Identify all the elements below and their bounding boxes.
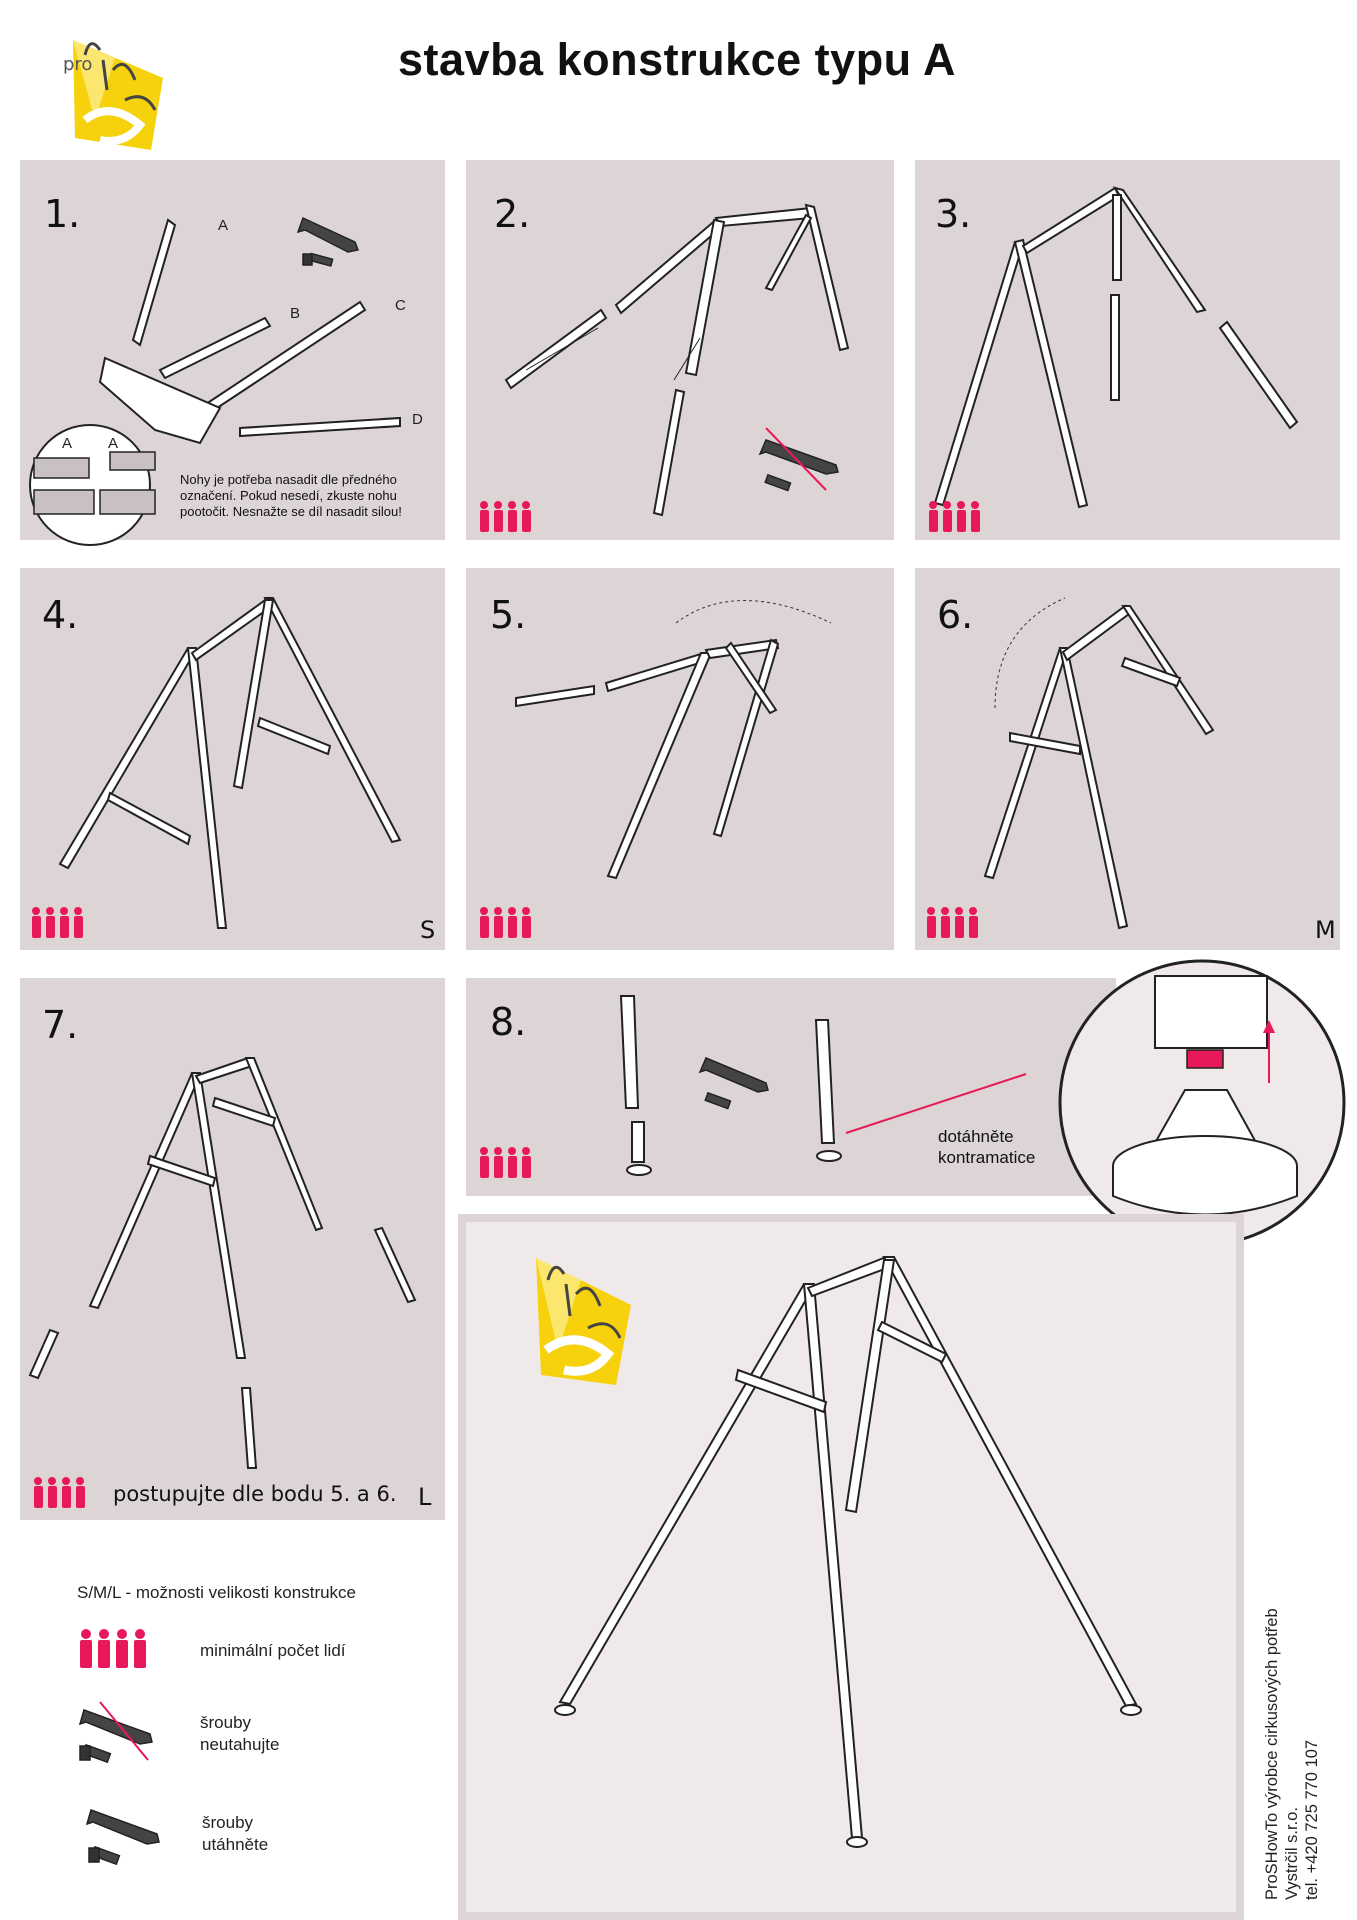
locknut-callout: dotáhněte kontramatice [938, 1127, 1036, 1167]
people-icon [925, 906, 985, 940]
step-5-panel [466, 568, 894, 950]
logo-icon [55, 30, 180, 155]
people-icon [30, 906, 90, 940]
locknut-detail-icon [1057, 958, 1347, 1248]
step-number: 5. [490, 593, 527, 637]
size-label: M [1315, 916, 1336, 944]
step-3-diagram [915, 160, 1340, 540]
people-icon [78, 1628, 154, 1670]
step-4-diagram [20, 568, 445, 950]
logo-icon [516, 1250, 646, 1390]
legend-people-text: minimální počet lidí [200, 1641, 346, 1660]
people-icon [927, 500, 987, 534]
step-7-diagram [20, 978, 445, 1520]
part-label-d: D [412, 411, 423, 428]
step-number: 3. [935, 192, 972, 236]
step-7-instruction: postupujte dle bodu 5. a 6. [113, 1482, 397, 1506]
step-1-panel [20, 160, 445, 540]
part-label-c: C [395, 297, 406, 314]
people-icon [32, 1476, 92, 1510]
legend-tighten-text: šrouby utáhněte [202, 1813, 269, 1854]
step-2-panel [466, 160, 894, 540]
size-label: L [418, 1483, 432, 1511]
step-number: 4. [42, 593, 79, 637]
step-3-panel [915, 160, 1340, 540]
part-label-a: A [218, 217, 229, 234]
step-number: 6. [937, 593, 974, 637]
people-icon [478, 1146, 538, 1180]
step-4-panel [20, 568, 445, 950]
detail-label-a1: A [62, 435, 73, 452]
step-number: 2. [494, 192, 531, 236]
wrench-crossed-icon [78, 1700, 168, 1770]
legend-title: S/M/L - možnosti velikosti konstrukce [77, 1583, 357, 1602]
detail-label-a2: A [108, 435, 119, 452]
page-title: stavba konstrukce typu A [398, 34, 956, 85]
step-2-diagram [466, 160, 894, 540]
legend-loose-text: šrouby neutahujte [200, 1713, 280, 1754]
company-info: ProSHowTo výrobce cirkusových potřeb Vystrčil s.r.o. tel. +420 725 770 107 [1263, 1608, 1321, 1900]
step-number: 8. [490, 1000, 527, 1044]
step-8-panel [466, 978, 1116, 1196]
wrench-icon [85, 1800, 175, 1870]
assembly-note: Nohy je potřeba nasadit dle předného označení. Pokud nesedí, zkuste nohu pootočit. Nesnažte se díl nasadit silou! [180, 472, 402, 519]
size-label: S [420, 916, 436, 944]
people-icon [478, 906, 538, 940]
people-icon [478, 500, 538, 534]
step-6-panel [915, 568, 1340, 950]
svg-text:pro: pro [63, 54, 93, 75]
step-7-panel [20, 978, 445, 1520]
step-number: 7. [42, 1003, 79, 1047]
part-label-b: B [290, 305, 301, 322]
step-6-diagram [915, 568, 1340, 950]
final-frame-panel [466, 1222, 1236, 1912]
step-5-diagram [466, 568, 894, 950]
step-number: 1. [44, 192, 81, 236]
